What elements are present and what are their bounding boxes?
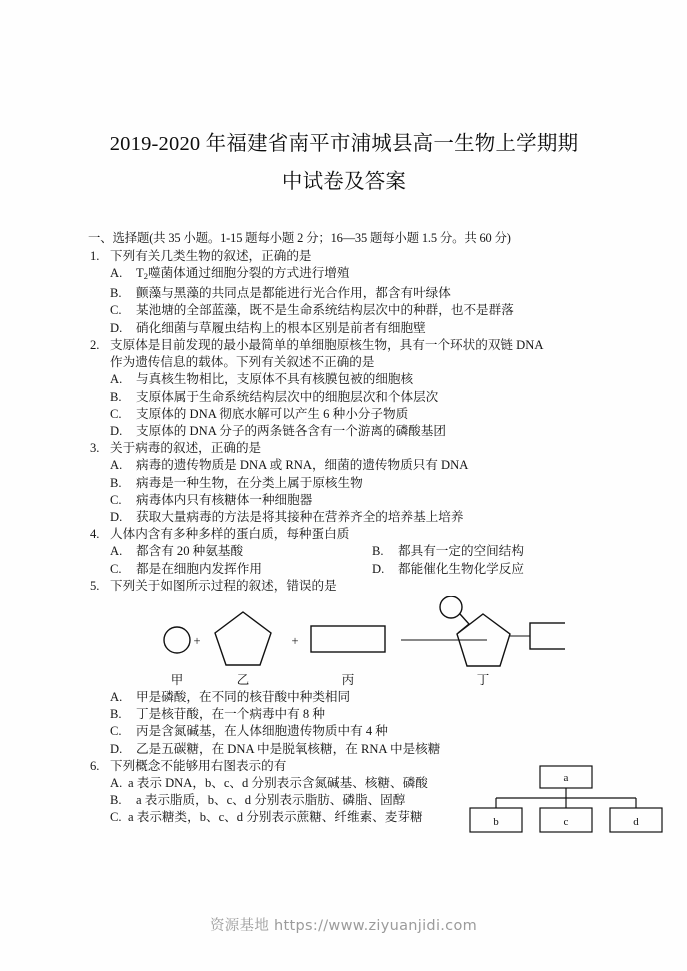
option-text: 硝化细菌与草履虫结构上的根本区别是前者有细胞壁 [136,320,426,335]
option-letter: D. [110,423,123,438]
node-a-label: a [563,772,569,784]
option-letter: D. [372,561,385,576]
label-jia: 甲 [170,673,184,687]
product-phosphate-circle-shape [440,596,462,618]
option-letter: B. [110,286,122,301]
concept-hierarchy-diagram [466,764,666,842]
option-a [110,265,604,285]
option-text: 都能催化生物化学反应 [398,561,524,576]
product-base-rectangle-shape [530,623,565,649]
option-b [372,543,524,560]
option-letter: A. [110,544,123,559]
question-4 [88,526,604,578]
option-d [110,509,604,526]
question-text: 下列有关几类生物的叙述，正确的是 [110,249,312,263]
option-b [110,389,604,406]
option-text: 支原体的 DNA 分子的两条链各含有一个游离的磷酸基团 [136,423,446,438]
option-text: 乙是五碳糖，在 DNA 中是脱氧核糖，在 RNA 中是核糖 [136,741,441,756]
question-number: 4. [90,527,100,542]
option-b [110,475,604,492]
question-text [110,337,604,371]
option-letter: B. [372,544,384,559]
question-stem [88,526,604,543]
option-letter: A. [110,775,123,790]
option-text: a 表示脂质，b、c、d 分别表示脂肪、磷脂、固醇 [136,793,406,808]
node-c-label: c [563,816,569,828]
option-letter: B. [110,389,122,404]
option-a [110,543,372,560]
question-text-line-2: 作为遗传信息的载体。下列有关叙述不正确的是 [110,355,375,370]
option-letter: C. [110,810,122,825]
option-letter: C. [110,303,122,318]
option-letter: D. [110,741,123,756]
option-text: 甲是磷酸，在不同的核苷酸中种类相同 [136,689,351,704]
option-letter: D. [110,320,123,335]
question-1 [88,248,604,337]
option-letter: C. [110,561,122,576]
title-line-1: 2019-2020 年福建省南平市浦城县高一生物上学期期 [109,133,579,155]
question-stem [88,578,604,595]
option-text: 病毒是一种生物，在分类上属于原核生物 [136,475,363,490]
node-b-label: b [493,816,499,828]
option-text: 支原体的 DNA 彻底水解可以产生 6 种小分子物质 [136,406,409,421]
option-letter: A. [110,689,123,704]
question-stem [88,337,604,371]
option-d [110,423,604,440]
option-b [110,706,604,723]
option-d [110,320,604,337]
question-number: 3. [90,441,100,456]
option-letter: B. [110,707,122,722]
question-text: 人体内含有多种多样的蛋白质，每种蛋白质 [110,527,350,542]
option-text: 颤藻与黑藻的共同点是都能进行光合作用，都含有叶绿体 [136,286,451,301]
option-text: a 表示 DNA，b、c、d 分别表示含氮碱基、核糖、磷酸 [128,775,428,790]
option-list [110,265,604,337]
option-text: 丙是含氮碱基，在人体细胞遗传物质中有 4 种 [136,724,388,739]
option-text: a 表示糖类，b、c、d 分别表示蔗糖、纤维素、麦芽糖 [128,810,423,825]
question-3 [88,440,604,526]
option-text-after: 噬菌体通过细胞分裂的方式进行增殖 [147,266,350,281]
option-letter: C. [110,406,122,421]
option-list [110,457,604,526]
option-text: 与真核生物相比，支原体不具有核膜包被的细胞核 [136,372,414,387]
base-rectangle-shape [311,626,385,652]
option-c [110,406,604,423]
option-letter: C. [110,492,122,507]
footer-watermark: 资源基地 https://www.ziyuanjidi.com [209,918,478,934]
option-text: 某池塘的全部蓝藻，既不是生命系统结构层次中的种群，也不是群落 [136,303,514,318]
option-text: 病毒体内只有核糖体一种细胞器 [136,492,313,507]
option-text: 都含有 20 种氨基酸 [136,544,244,559]
option-row [110,543,604,560]
option-letter: A. [110,372,123,387]
option-text: 病毒的遗传物质是 DNA 或 RNA，细菌的遗传物质只有 DNA [136,458,469,473]
option-d [372,561,524,578]
option-letter: D. [110,509,123,524]
option-text: 都具有一定的空间结构 [398,544,524,559]
section-heading: 一、选择题(共 35 小题。1-15 题每小题 2 分；16—35 题每小题 1.5 分。共 60 分) [88,231,511,245]
pentose-pentagon-shape [215,612,271,665]
question-number: 1. [90,249,100,263]
node-d-label: d [633,816,639,828]
option-list [110,689,604,758]
label-yi: 乙 [236,673,250,687]
option-b [110,285,604,302]
exam-body [88,230,604,827]
option-a [110,457,604,474]
option-subscript: 2 [143,271,148,282]
question-text: 下列概念不能够用右图表示的有 [110,758,287,773]
product-phosphate-bond [458,614,469,633]
plus-sign-1: + [193,634,201,648]
option-letter: A. [110,458,123,473]
question-text: 下列关于如图所示过程的叙述，错误的是 [110,578,337,593]
question-number: 6. [90,758,100,773]
option-c [110,561,372,578]
question-stem [88,440,604,457]
option-text: 都是在细胞内发挥作用 [136,561,262,576]
question-stem [88,248,604,265]
option-c [110,492,604,509]
title-line-2: 中试卷及答案 [281,171,407,193]
option-c [110,302,604,319]
option-a [110,689,604,706]
option-a [110,371,604,388]
question-text-line-1: 支原体是目前发现的最小最简单的单细胞原核生物，具有一个环状的双链 DNA [110,337,544,352]
question-number: 2. [90,337,100,352]
question-2 [88,337,604,440]
option-text: 获取大量病毒的方法是将其接种在营养齐全的培养基上培养 [136,509,464,524]
option-letter: A. [110,266,123,281]
option-text: 支原体属于生命系统结构层次中的细胞层次和个体层次 [136,389,439,404]
option-row [110,561,604,578]
nucleotide-synthesis-diagram [145,596,565,688]
option-list [110,371,604,440]
option-letter: C. [110,724,122,739]
option-text-before: T [136,266,144,281]
option-text: 丁是核苷酸，在一个病毒中有 8 种 [136,707,325,722]
option-d [110,741,604,758]
option-letter: B. [110,475,122,490]
question-number: 5. [90,578,100,593]
label-ding: 丁 [476,673,490,687]
page-title [88,125,600,201]
option-c [110,723,604,740]
option-text [136,265,604,285]
phosphate-circle-shape [164,627,190,653]
plus-sign-2: + [291,634,299,648]
label-bing: 丙 [341,673,355,687]
question-text: 关于病毒的叙述，正确的是 [110,441,262,456]
option-list [110,543,604,577]
option-letter: B. [110,793,122,808]
